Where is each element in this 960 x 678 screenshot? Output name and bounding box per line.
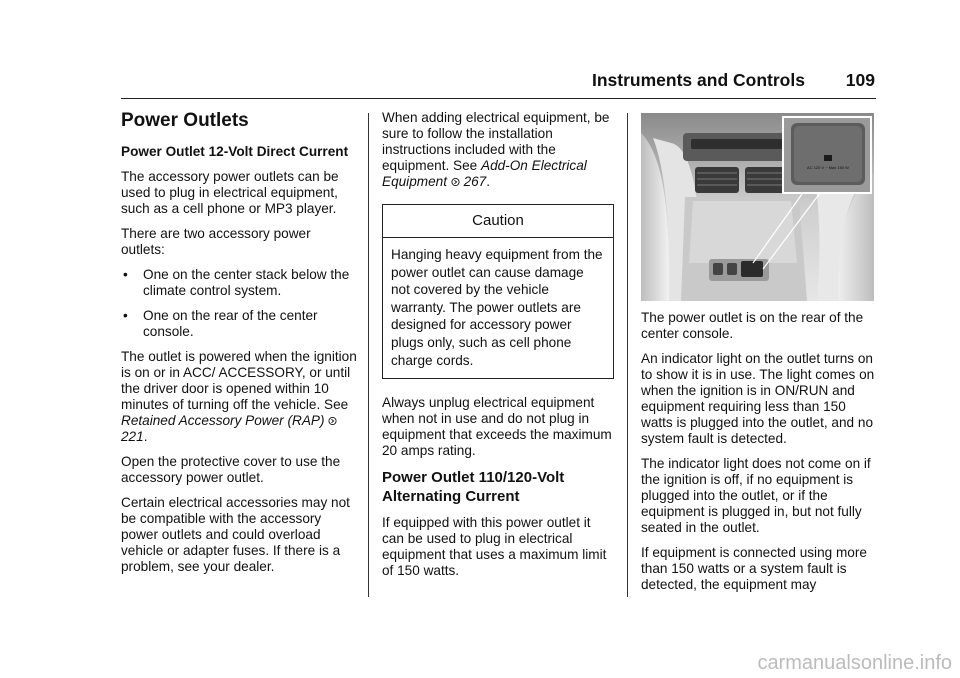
- paragraph: The indicator light does not come on if the ignition is off, if no equipment is plugged into the outlet, or if the equipment is plugged in, but not fully seated in the outlet.: [641, 456, 871, 535]
- subsection-heading: Power Outlet 110/120-Volt Alternating Current: [382, 469, 565, 506]
- cross-reference-link[interactable]: [121, 413, 337, 444]
- subsection-heading: Power Outlet 12-Volt Direct Current: [121, 144, 349, 159]
- outlet-rating-label: AC 120 V ~ Max 150 W: [807, 165, 849, 170]
- page-ref-arrow-icon: [328, 413, 337, 428]
- paragraph: Always unplug electrical equipment when not in use and do not plug in equipment that exceeds the maximum 20 amps rating.: [382, 395, 612, 459]
- column-2: [382, 110, 614, 588]
- page-number: 109: [845, 70, 875, 90]
- page-ref-arrow-icon: [451, 174, 460, 189]
- paragraph: There are two accessory power outlets:: [121, 226, 311, 257]
- paragraph: The accessory power outlets can be used to plug in electrical equipment, such as a cell phone or MP3 player.: [121, 169, 339, 216]
- paragraph-text: .: [143, 429, 148, 444]
- caution-box: [382, 204, 614, 379]
- paragraph: [121, 349, 357, 445]
- paragraph: If equipped with this power outlet it can be used to plug in electrical equipment that uses a maximum limit of 150 watts.: [382, 515, 607, 579]
- cross-reference-title: Add-On Electrical Equipment: [382, 158, 587, 189]
- page-header: [592, 70, 875, 96]
- column-divider: [368, 113, 369, 597]
- cross-reference-page: 221: [121, 429, 144, 444]
- list-item: [121, 267, 357, 299]
- cross-reference-page: 267: [463, 174, 487, 189]
- paragraph: Certain electrical accessories may not be compatible with the accessory power outlets and could overload vehicle or adapter fuses. If there is a problem, see your dealer.: [121, 495, 350, 574]
- paragraph: If equipment is connected using more than 150 watts or a system fault is detected, the equipment may: [641, 545, 867, 592]
- list-item: [121, 308, 357, 340]
- paragraph: Open the protective cover to use the accessory power outlet.: [121, 454, 341, 485]
- watermark: carmanualsonline.info: [757, 652, 952, 674]
- section-heading: Power Outlets: [121, 110, 249, 131]
- console-illustration: [641, 113, 874, 301]
- list-item-text: One on the center stack below the climate control system.: [143, 267, 350, 298]
- bullet-icon: •: [123, 308, 128, 323]
- column-3: [641, 310, 877, 602]
- paragraph-text: When adding electrical equipment, be sure to follow the installation instructions included with the equipment. See: [382, 110, 610, 173]
- paragraph-text: .: [486, 174, 491, 189]
- caution-title: Caution: [383, 205, 613, 238]
- column-divider: [627, 113, 628, 597]
- header-rule: [121, 98, 876, 99]
- paragraph: The power outlet is on the rear of the center console.: [641, 310, 864, 341]
- list-item-text: One on the rear of the center console.: [143, 308, 318, 339]
- paragraph: An indicator light on the outlet turns on to show it is in use. The light comes on when the ignition is in ON/RUN and equipment requiring less than 150 watts is plugged into the outlet, and no system fault is detected.: [641, 351, 875, 446]
- cross-reference-title: Retained Accessory Power (RAP): [121, 413, 325, 428]
- column-1: [121, 110, 357, 584]
- caution-text: Hanging heavy equipment from the power outlet can cause damage not covered by the vehicle warranty. The power outlets are designed for accessory power plugs only, such as cell phone charge cords.: [391, 247, 603, 368]
- paragraph-text: The outlet is powered when the ignition is on or in ACC/ ACCESSORY, or until the driver door is opened within 10 minutes of turning off the vehicle. See: [121, 349, 357, 412]
- section-title: Instruments and Controls: [592, 70, 805, 90]
- power-outlet-photo: [641, 113, 874, 301]
- paragraph: [382, 110, 614, 190]
- bullet-icon: •: [123, 267, 128, 282]
